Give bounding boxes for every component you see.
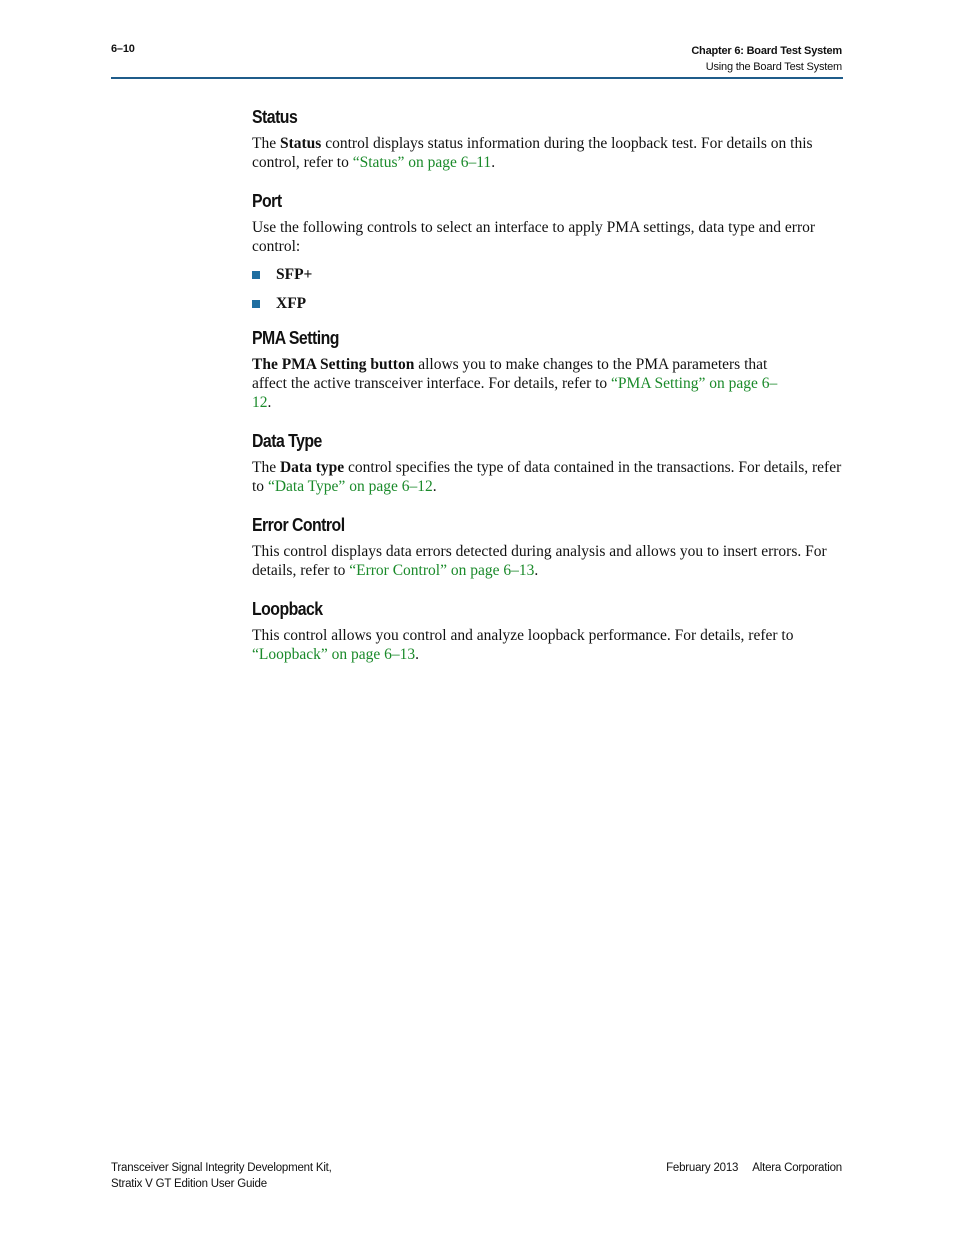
- footer-publication: [666, 1160, 842, 1176]
- link-status[interactable]: “Status” on page 6–11: [352, 154, 492, 171]
- bold-term: Status: [279, 135, 322, 152]
- section-error-control: [252, 514, 844, 580]
- section-loopback: [252, 598, 844, 664]
- list-item-label: SFP+: [276, 266, 313, 283]
- text: The: [252, 459, 280, 476]
- heading-loopback: Loopback: [252, 599, 323, 619]
- paragraph-data-type: [252, 458, 844, 496]
- heading-status: Status: [252, 107, 298, 127]
- heading-data-type: Data Type: [252, 431, 322, 451]
- port-list: [252, 265, 844, 313]
- footer-line-2: Stratix V GT Edition User Guide: [111, 1178, 267, 1190]
- paragraph-error-control: [252, 542, 844, 580]
- bold-term: Data type: [279, 459, 345, 476]
- list-item-label: XFP: [276, 295, 307, 312]
- text: allows you to make changes to the PMA parameters that affect the active transceiver interface. For details, refer to: [252, 356, 768, 392]
- header-rule: [111, 77, 843, 79]
- paragraph-status: [252, 134, 844, 172]
- chapter-title: Chapter 6: Board Test System: [691, 45, 842, 57]
- text: .: [491, 154, 496, 171]
- footer-company: Altera Corporation: [752, 1162, 842, 1174]
- running-header: [691, 43, 842, 75]
- heading-pma-setting: PMA Setting: [252, 328, 339, 348]
- paragraph-pma-setting: [252, 355, 782, 412]
- footer-line-1: Transceiver Signal Integrity Development Kit,: [111, 1162, 332, 1174]
- paragraph-port: Use the following controls to select an interface to apply PMA settings, data type and error control:: [252, 219, 816, 255]
- page-number: 6–10: [111, 43, 135, 55]
- text: The: [252, 135, 280, 152]
- text: control specifies the type of data contained in the transactions. For details, refer to: [252, 459, 842, 495]
- footer-document-title: [111, 1160, 332, 1192]
- text: This control displays data errors detected during analysis and allows you to insert errors. For details, refer to: [252, 543, 827, 579]
- section-port: [252, 190, 844, 313]
- section-data-type: [252, 430, 844, 496]
- square-bullet-icon: [252, 271, 260, 279]
- footer-date: February 2013: [666, 1162, 739, 1174]
- link-loopback[interactable]: “Loopback” on page 6–13: [252, 646, 416, 663]
- list-item: [252, 265, 844, 284]
- link-data-type[interactable]: “Data Type” on page 6–12: [267, 478, 433, 495]
- link-error-control[interactable]: “Error Control” on page 6–13: [349, 562, 535, 579]
- section-pma-setting: [252, 327, 844, 412]
- bold-term: The PMA Setting button: [252, 356, 415, 373]
- square-bullet-icon: [252, 300, 260, 308]
- link-pma-setting[interactable]: “PMA Setting” on page 6–12: [252, 375, 778, 411]
- text: This control allows you control and analyze loopback performance. For details, refer to: [252, 627, 794, 644]
- text: .: [267, 394, 272, 411]
- section-status: [252, 106, 844, 172]
- section-title: Using the Board Test System: [705, 61, 842, 73]
- paragraph-loopback: [252, 626, 844, 664]
- heading-port: Port: [252, 191, 282, 211]
- list-item: [252, 294, 844, 313]
- text: control displays status information during the loopback test. For details on this control, refer to: [252, 135, 813, 171]
- text: .: [432, 478, 437, 495]
- heading-error-control: Error Control: [252, 515, 345, 535]
- text: .: [534, 562, 539, 579]
- page-content: [252, 106, 844, 682]
- text: .: [415, 646, 419, 663]
